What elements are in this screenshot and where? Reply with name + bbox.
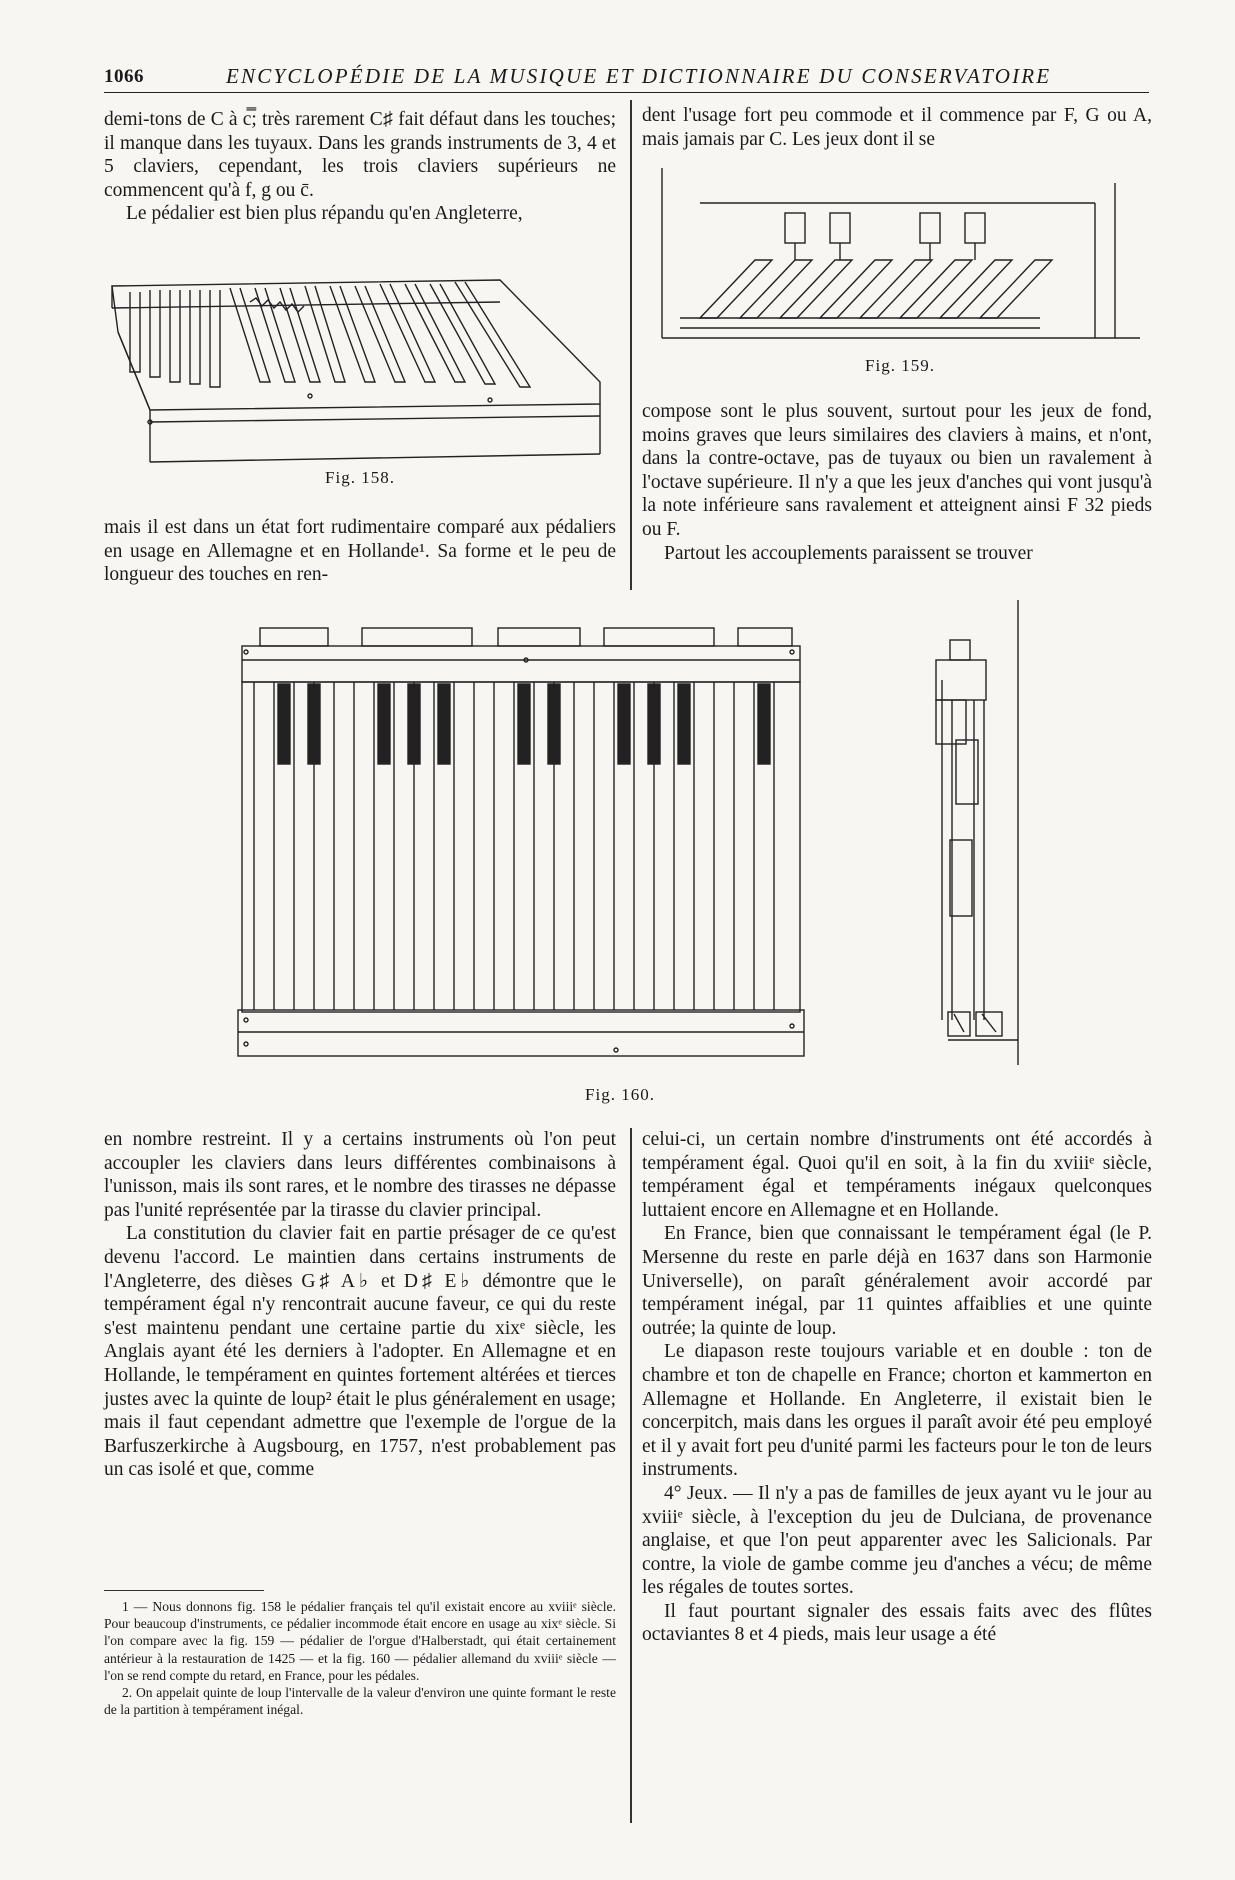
figure-159-pedalboard: [660, 168, 1140, 348]
figure-158-pedalboard: [110, 272, 610, 462]
footnote-1: 1 — Nous donnons fig. 158 le pédalier français tel qu'il existait encore au xviiiᵉ siècle. Pour beaucoup d'instruments, ce pédalier incommode était encore en usage au xixᵉ siècle. Si l'on compare avec la fig. 159 — pédalier de l'orgue d'Halberstadt, qui était certainement antérieur à la restauration de 1425 — et la fig. 160 — pédalier allemand du xviiiᵉ siècle — l'on se rend compte du retard, en France, pour les pédales.: [104, 1599, 616, 1683]
paragraph: celui-ci, un certain nombre d'instruments ont été accordés à tempérament égal. Quoi qu'il en soit, à la fin du xviiiᵉ siècle, tempérament égal et tempéraments inégaux quelconques luttaient encore en Allemagne et en Hollande.: [642, 1129, 1152, 1221]
running-header: [104, 62, 1149, 93]
paragraph: mais il est dans un état fort rudimentaire comparé aux pédaliers en usage en Allemagne et en Hollande¹. Sa forme et le peu de longueur des touches en ren-: [104, 517, 616, 586]
left-column-mid: [104, 516, 616, 587]
white-keys: [254, 682, 774, 1010]
paragraph: dent l'usage fort peu commode et il commence par F, G ou A, mais jamais par C. Les jeux dont il se: [642, 105, 1152, 150]
figure-160-caption: Fig. 160.: [585, 1085, 655, 1104]
black-keys: [278, 684, 770, 764]
right-column-mid: [642, 400, 1152, 565]
paragraph: compose sont le plus souvent, surtout pour les jeux de fond, moins graves que leurs similaires des claviers à mains, et n'ont, dans la contre-octave, pas de tuyaux ou bien un ravalement à l'octave supérieure. Il n'y a que les jeux d'anches qui vont jusqu'à la note inférieure sans ravalement et atteignent ainsi F 32 pieds ou F.: [642, 401, 1152, 540]
flat-pedals: [700, 260, 1052, 318]
footnotes: [104, 1598, 616, 1718]
right-column-bottom: [642, 1128, 1152, 1647]
paragraph: Le diapason reste toujours variable et en double : ton de chambre et ton de chapelle en France; chorton et kammerton en Allemagne et Hollande. En Angleterre, il existait bien le concerpitch, mais dans les orgues il paraît avoir été peu employé et il y avait fort peu d'unité parmi les facteurs pour le ton de leurs instruments.: [642, 1341, 1152, 1481]
right-column-top: [642, 104, 1152, 151]
paragraph: La constitution du clavier fait en partie présager de ce qu'est devenu l'accord. Le maintien dans certains instruments de l'Angleterre, des dièses G♯ A♭ et D♯ E♭ démontre que le tempérament égal n'y rencontrait aucune faveur, ce qui du reste s'est maintenu pendant une certaine partie du xixᵉ siècle, les Anglais ayant été les derniers à l'adopter. En Allemagne et en Hollande, le tempérament en quintes fortement altérées et tierces justes avec la quinte de loup² était le plus généralement en usage; mais il faut cependant admettre que l'exemple de l'orgue de la Barfuszerkirche à Augsbourg, en 1757, n'est probablement pas un cas isolé et que, comme: [104, 1223, 616, 1481]
tall-pedals: [785, 213, 985, 260]
left-column-bottom: [104, 1128, 616, 1482]
column-divider-bottom: [630, 1128, 632, 1823]
footnote-2: 2. On appelait quinte de loup l'intervalle de la valeur d'environ une quinte formant le reste de la partition à tempérament inégal.: [104, 1685, 616, 1718]
footnote-rule: [104, 1590, 264, 1591]
column-divider-top: [630, 100, 632, 590]
running-title: ENCYCLOPÉDIE DE LA MUSIQUE ET DICTIONNAIRE DU CONSERVATOIRE: [226, 64, 1052, 88]
paragraph: Partout les accouplements paraissent se trouver: [664, 542, 1033, 564]
pedal-section-view: [936, 600, 1018, 1065]
figure-160-pedalboard: [236, 600, 1026, 1065]
top-tabs: [260, 628, 792, 646]
paragraph: En France, bien que connaissant le tempérament égal (le P. Mersenne du reste en parle déjà en 1637 dans son Harmonie Universelle), on paraît généralement avoir accordé par tempérament inégal, par 11 quintes affaiblies et une quinte outrée; la quinte de loup.: [642, 1223, 1152, 1339]
left-column-top: [104, 108, 616, 226]
paragraph: Il faut pourtant signaler des essais faits avec des flûtes octaviantes 8 et 4 pieds, mais leur usage a été: [642, 1600, 1152, 1646]
paragraph: 4° Jeux. — Il n'y a pas de familles de jeux ayant vu le jour au xviiiᵉ siècle, à l'exception du jeu de Dulciana, de provenance anglaise, et que l'on peut apparenter avec les Salicionals. Par contre, la viole de gambe comme jeu d'anches a vécu; de même les régales de toutes sortes.: [642, 1482, 1152, 1599]
pedal-plan-view: [238, 628, 804, 1056]
figure-158-caption: Fig. 158.: [325, 468, 395, 487]
paragraph: en nombre restreint. Il y a certains instruments où l'on peut accoupler les claviers dans leurs différentes combinaisons à l'unisson, mais ils sont rares, et le nombre des tirasses ne dépasse pas l'unité représentée par la tirasse du clavier principal.: [104, 1129, 616, 1221]
paragraph: Le pédalier est bien plus répandu qu'en Angleterre,: [126, 203, 523, 225]
page-number: 1066: [104, 66, 144, 87]
pedal-keys: [130, 282, 530, 387]
paragraph: demi-tons de C à c̿; très rarement C♯ fait défaut dans les touches; il manque dans les tuyaux. Dans les grands instruments de 3, 4 et 5 claviers, cependant, les trois claviers supérieurs ne commencent qu'à f, g ou c̄.: [104, 109, 616, 201]
figure-159-caption: Fig. 159.: [865, 356, 935, 375]
